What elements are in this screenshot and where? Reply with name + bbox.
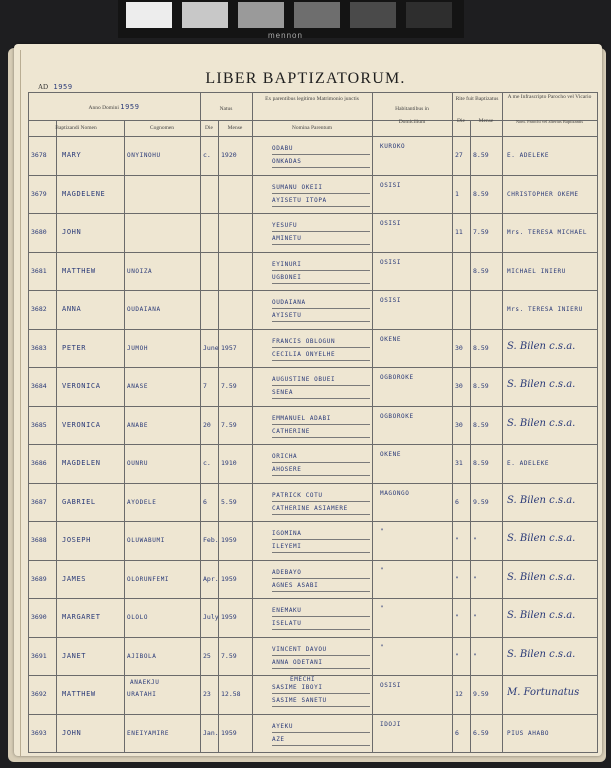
entry-priest: E. ADELEKE [507, 460, 550, 467]
entry-bapt-month: " [473, 574, 477, 583]
parent-rule [272, 385, 370, 386]
entry-father: AUGUSTINE OBUEI [272, 376, 336, 383]
entry-name: MATTHEW [62, 266, 96, 275]
entry-bapt-month: 8.59 [473, 420, 489, 429]
entry-father: ORICHA [272, 453, 298, 460]
entry-priest: S. Bilen c.s.a. [507, 610, 576, 621]
entry-bapt-day: 6 [455, 728, 459, 737]
parent-rule [272, 514, 370, 515]
entry-born-day: Jan. [203, 728, 219, 737]
entry-bapt-month: 6.59 [473, 728, 489, 737]
card-brand: mennon [268, 31, 303, 40]
parent-rule [272, 308, 370, 309]
entry-domicile: OSISI [380, 258, 402, 266]
parent-rule [272, 745, 370, 746]
entry-bapt-day: " [455, 536, 459, 544]
entry-bapt-month: " [473, 613, 477, 621]
parent-rule [272, 283, 370, 284]
entry-mother: UGBONEI [272, 273, 302, 281]
header-habitantibus: Habitantibus in [395, 106, 429, 112]
entry-surname: OLUWABUMI [127, 537, 165, 544]
entry-name: JANET [62, 651, 87, 660]
entry-born-month: 1920 [221, 151, 237, 159]
entry-domicile: OGBOROKE [380, 412, 414, 420]
entry-bapt-day: 31 [455, 459, 463, 467]
entry-born-day: 23 [203, 690, 211, 698]
entry-name: JOHN [62, 228, 82, 236]
entry-surname: ENEIYAMIRE [127, 729, 170, 737]
parent-rule [272, 424, 370, 425]
col-line [470, 120, 471, 752]
header-anno-label: Anno Domini [88, 105, 119, 111]
col-line [502, 92, 503, 752]
entry-bapt-month: 9.59 [473, 497, 489, 506]
entry-born-day: c. [203, 459, 211, 467]
parent-rule [272, 360, 370, 361]
entry-surname: ANABE [127, 421, 149, 429]
entry-born-month: 12.58 [221, 690, 241, 698]
entry-number: 3682 [31, 305, 47, 313]
entry-mother: AHOSERE [272, 466, 302, 473]
col-line [28, 92, 29, 752]
rule [28, 136, 598, 137]
entry-bapt-day: 12 [455, 690, 463, 698]
row-rule [28, 483, 598, 484]
entry-born-day: Feb. [203, 536, 219, 544]
gray-patch [126, 2, 172, 28]
entry-domicile: " [380, 528, 385, 535]
row-rule [28, 752, 598, 753]
entry-number: 3691 [31, 651, 47, 660]
entry-born-month: 5.59 [221, 497, 237, 506]
entry-surname: AYODELE [127, 498, 157, 506]
row-rule [28, 175, 598, 176]
entry-born-day: c. [203, 151, 211, 159]
entry-number: 3683 [31, 343, 47, 352]
entry-number: 3685 [31, 420, 47, 429]
col-line [452, 92, 453, 752]
col-line [252, 92, 253, 752]
entry-domicile: OKENE [380, 451, 402, 458]
entry-mother: AZE [272, 735, 285, 743]
parent-rule [272, 539, 370, 540]
entry-priest: S. Bilen c.s.a. [507, 648, 576, 660]
parent-rule [272, 270, 370, 271]
entry-name: ANNA [62, 305, 82, 313]
entry-name: MARY [62, 151, 82, 159]
parent-rule [272, 167, 370, 168]
parent-rule [272, 244, 370, 245]
entry-born-day: 20 [203, 420, 211, 429]
entry-mother: SASIME SANETU [272, 697, 327, 704]
entry-mother: CATHERINE [272, 427, 310, 435]
entry-domicile: KUROKO [380, 143, 406, 150]
parent-rule [272, 693, 370, 694]
entry-bapt-month: 8.59 [473, 382, 489, 390]
entry-domicile: OGBOROKE [380, 374, 414, 381]
entry-father: SUMANU OKEII [272, 183, 323, 191]
year-label: AD [38, 83, 49, 91]
row-rule [28, 290, 598, 291]
entry-number: 3687 [31, 497, 47, 506]
entry-priest: Mrs. TERESA INIERU [507, 306, 583, 313]
entry-bapt-day: 30 [455, 343, 463, 352]
entry-father: AYEKU [272, 722, 294, 730]
entry-name: MARGARET [62, 613, 101, 621]
entry-father: ODABU [272, 145, 294, 152]
entry-bapt-month: 8.59 [473, 343, 489, 352]
entry-bapt-month: 8.59 [473, 189, 489, 198]
entry-number: 3680 [31, 228, 47, 236]
header-parents: Ex parentibus legitimo Matrimonio junctis [265, 96, 359, 102]
entry-surname: UNOIZA [127, 267, 153, 275]
parent-rule [272, 655, 370, 656]
row-rule [28, 560, 598, 561]
entry-father: EMMANUEL ADABI [272, 414, 331, 422]
entry-priest: S. Bilen c.s.a. [507, 340, 576, 352]
parent-rule [272, 193, 370, 194]
entry-bapt-day: " [455, 613, 459, 621]
header-cognomen: Cognomen [149, 125, 175, 131]
entry-domicile: OSISI [380, 220, 402, 227]
header-a-me: A me Infrascripto Parocho vel Vicario [507, 94, 592, 100]
entry-number: 3692 [31, 690, 47, 698]
entry-name: VERONICA [62, 420, 101, 429]
row-rule [28, 521, 598, 522]
entry-bapt-month: " [473, 536, 477, 544]
parent-rule [272, 616, 370, 617]
parent-rule [272, 732, 370, 733]
entry-born-month: 1957 [221, 343, 237, 352]
gray-patch [294, 2, 340, 28]
parent-rule [272, 206, 370, 207]
entry-born-month: 1910 [221, 459, 237, 467]
entry-name: VERONICA [62, 382, 101, 390]
entry-domicile: MAGONGO [380, 489, 410, 497]
entry-bapt-day: 30 [455, 382, 463, 390]
entry-father: PATRICK COTU [272, 491, 323, 499]
entry-mother: ANNA ODETANI [272, 658, 323, 666]
binder-edge [14, 50, 21, 756]
row-rule [28, 252, 598, 253]
entry-mother: AYISETU [272, 312, 302, 319]
entry-priest: S. Bilen c.s.a. [507, 494, 576, 506]
parent-rule [272, 578, 370, 579]
row-rule [28, 637, 598, 638]
entry-priest: E. ADELEKE [507, 152, 550, 159]
entry-priest: Mrs. TERESA MICHAEL [507, 229, 588, 236]
entry-bapt-month: 8.59 [473, 459, 489, 467]
entry-born-day: 7 [203, 382, 207, 390]
entry-priest: S. Bilen c.s.a. [507, 379, 576, 390]
parent-rule [272, 462, 370, 463]
col-line [597, 92, 598, 752]
entry-bapt-day: 30 [455, 420, 463, 429]
entry-name: JOSEPH [62, 536, 91, 544]
parent-rule [272, 231, 370, 232]
entry-domicile: " [380, 643, 385, 651]
register-title: LIBER BAPTIZATORUM. [205, 70, 406, 87]
entry-father: SASIME IBOYI [272, 684, 323, 691]
entry-priest: PIUS AHABO [507, 729, 550, 737]
entry-priest: CHRISTOPHER OKEME [507, 190, 579, 198]
header-anno [28, 104, 200, 112]
parent-rule [272, 347, 370, 348]
header-die: Die [205, 125, 213, 131]
entry-name: MAGDELEN [62, 459, 101, 467]
col-line [56, 120, 57, 752]
header-die2: Die [457, 118, 465, 124]
entry-father: EYINURI [272, 260, 302, 268]
entry-bapt-day: 11 [455, 228, 463, 236]
entry-priest: MICHAEL INIERU [507, 267, 566, 275]
header-nom-parochi: Nom. Parochi vel alterius Baptizantis [515, 119, 584, 124]
parent-rule [272, 706, 370, 707]
col-line [218, 120, 219, 752]
entry-surname: OLOLO [127, 614, 149, 621]
col-line [200, 92, 201, 752]
entry-born-day: 6 [203, 497, 207, 506]
row-rule [28, 329, 598, 330]
entry-mother: ILEYEMI [272, 543, 302, 550]
entry-born-month: 1959 [221, 613, 237, 621]
rule [28, 92, 598, 93]
entry-name: MATTHEW [62, 690, 96, 698]
entry-domicile: " [380, 566, 385, 574]
col-line [124, 120, 125, 752]
entry-bapt-month: " [473, 651, 477, 660]
entry-bapt-month: 7.59 [473, 228, 489, 236]
entry-name: PETER [62, 343, 87, 352]
gray-patch [350, 2, 396, 28]
entry-surname: URATAHI [127, 691, 157, 698]
header-natus: Natus [219, 106, 233, 112]
entry-surname: ANASE [127, 383, 149, 390]
entry-priest: S. Bilen c.s.a. [507, 571, 576, 583]
parent-rule [272, 437, 370, 438]
row-rule [28, 213, 598, 214]
header-rite: Rite fuit Baptizatus [455, 96, 499, 102]
entry-surname: ONYINOHU [127, 152, 161, 159]
row-rule [28, 714, 598, 715]
entry-mother: AMINETU [272, 235, 302, 242]
parent-rule [272, 591, 370, 592]
entry-father: YESUFU [272, 222, 298, 229]
entry-father: ENEMAKU [272, 607, 302, 614]
entry-born-month: 7.59 [221, 382, 237, 390]
gray-patch [406, 2, 452, 28]
entry-number: 3689 [31, 574, 47, 583]
entry-priest: M. Fortunatus [507, 687, 580, 698]
entry-father: OUDAIANA [272, 299, 306, 306]
parent-rule [272, 154, 370, 155]
entry-father: VINCENT DAVOU [272, 645, 327, 653]
entry-born-day: 25 [203, 651, 211, 660]
entry-domicile: OSISI [380, 682, 402, 689]
entry-born-month: 1959 [221, 536, 237, 544]
entry-number: 3684 [31, 382, 47, 390]
parent-rule [272, 475, 370, 476]
entry-born-day: Apr. [203, 574, 219, 583]
entry-surname: JUMOH [127, 344, 149, 352]
row-rule [28, 598, 598, 599]
entry-bapt-month: 8.59 [473, 151, 489, 159]
entry-born-month: 1959 [221, 728, 237, 737]
entry-father: FRANCIS OBLOGUN [272, 337, 336, 345]
entry-name: GABRIEL [62, 497, 96, 506]
entry-father: ADEBAYO [272, 568, 302, 576]
row-rule [28, 406, 598, 407]
header-mense2: Mense [478, 118, 494, 124]
entry-name: JOHN [62, 728, 82, 737]
entry-born-day: June [203, 343, 219, 352]
entry-priest: S. Bilen c.s.a. [507, 533, 576, 544]
entry-name: MAGDELENE [62, 189, 106, 198]
parent-rule [272, 398, 370, 399]
entry-surname: AJIBOLA [127, 652, 157, 660]
entry-mother: CATHERINE ASIAMERE [272, 504, 348, 512]
entry-mother: AGNES ASABI [272, 581, 319, 589]
entry-bapt-day: 27 [455, 151, 463, 159]
entry-number: 3678 [31, 151, 47, 159]
entry-number: 3688 [31, 536, 47, 544]
entry-priest: S. Bilen c.s.a. [507, 417, 576, 429]
entry-number: 3681 [31, 266, 47, 275]
entry-mother: AYISETU ITOPA [272, 196, 327, 204]
entry-born-month: 7.59 [221, 420, 237, 429]
col-line [372, 92, 373, 752]
row-rule [28, 444, 598, 445]
year-value: 1959 [53, 83, 73, 91]
entry-bapt-day: 1 [455, 189, 459, 198]
entry-domicile: " [380, 605, 385, 612]
header-mense: Mense [227, 125, 243, 131]
entry-bapt-month: 8.59 [473, 266, 489, 275]
parent-rule [272, 552, 370, 553]
entry-number: 3686 [31, 459, 47, 467]
entry-bapt-month: 9.59 [473, 690, 489, 698]
entry-bapt-day: " [455, 574, 459, 583]
entry-mother: ISELATU [272, 620, 302, 627]
entry-domicile: OSISI [380, 181, 402, 189]
header-nomina: Nomina Parentum [291, 125, 333, 131]
gray-patch [238, 2, 284, 28]
entry-surname: OUDAIANA [127, 306, 161, 313]
entry-surname-note: ANAEKJU [130, 679, 160, 686]
entry-surname: OLORUNFEMI [127, 575, 170, 583]
entry-bapt-day: 6 [455, 497, 459, 506]
camera-color-card [118, 0, 464, 38]
header-domicilium: Domicilium [398, 119, 426, 125]
gray-patch [182, 2, 228, 28]
entry-domicile: OSISI [380, 297, 402, 304]
entry-mother: SENEA [272, 389, 294, 396]
entry-born-month: 1959 [221, 574, 237, 583]
entry-surname: OUNRU [127, 460, 149, 467]
entry-father-note: EMECHI [290, 676, 316, 683]
parent-rule [272, 668, 370, 669]
header-anno-value: 1959 [120, 103, 140, 111]
entry-number: 3690 [31, 613, 47, 621]
parent-rule [272, 629, 370, 630]
entry-born-day: July [203, 613, 219, 621]
entry-father: IGOMINA [272, 530, 302, 537]
entry-mother: ONKADAS [272, 158, 302, 165]
header-baptizandi: Baptizandi Nomen [55, 125, 97, 131]
row-rule [28, 367, 598, 368]
parent-rule [272, 321, 370, 322]
entry-bapt-day: " [455, 651, 459, 660]
entry-born-month: 7.59 [221, 651, 237, 660]
entry-mother: CECILIA ONYELHE [272, 350, 336, 358]
entry-domicile: OKENE [380, 335, 402, 343]
entry-domicile: IDOJI [380, 720, 402, 728]
entry-name: JAMES [62, 574, 87, 583]
entry-number: 3679 [31, 189, 47, 198]
entry-number: 3693 [31, 728, 47, 737]
parent-rule [272, 501, 370, 502]
